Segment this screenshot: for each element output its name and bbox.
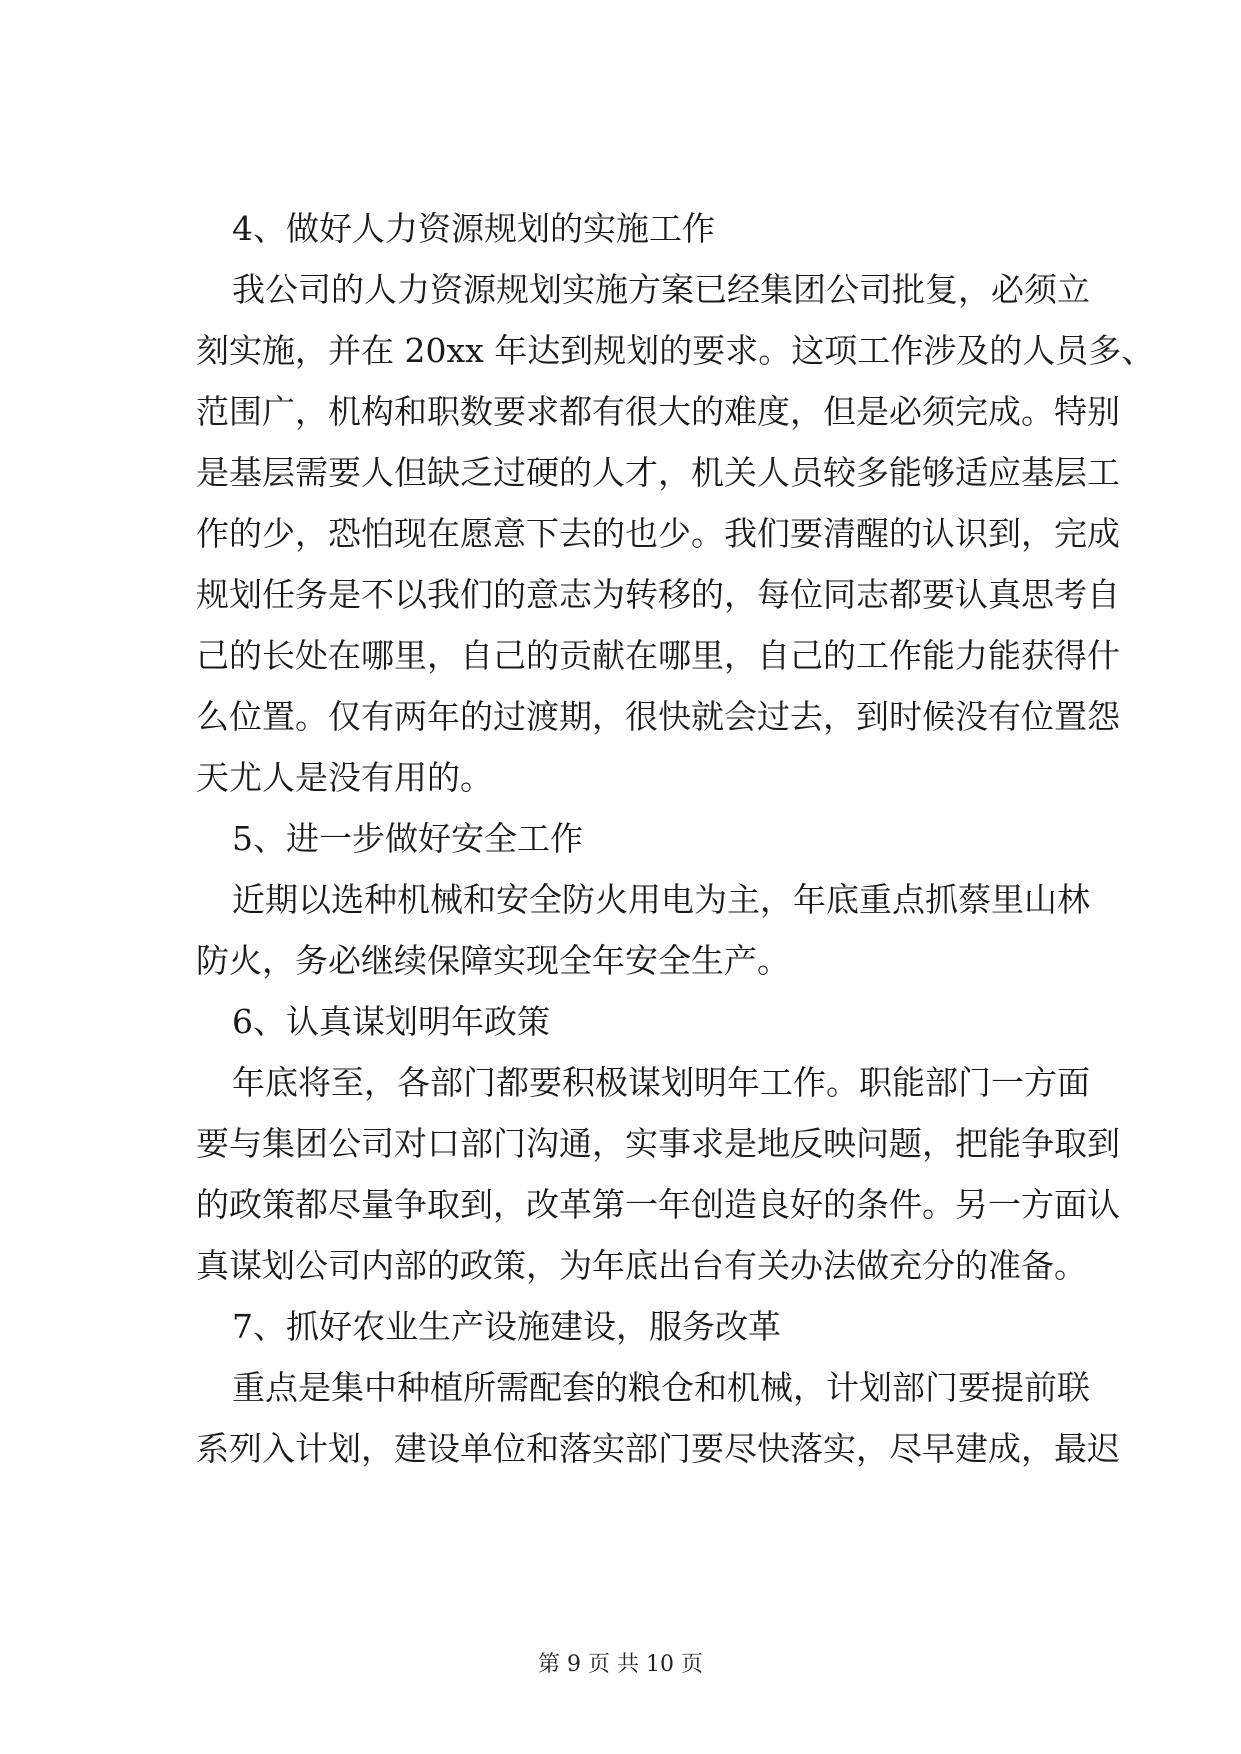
section-heading: 4、做好人力资源规划的实施工作 — [232, 209, 715, 248]
section-heading: 5、进一步做好安全工作 — [232, 819, 583, 858]
paragraph-line: 作的少，恐怕现在愿意下去的也少。我们要清醒的认识到，完成 — [196, 514, 1120, 553]
paragraph-line: 刻实施，并在 20xx 年达到规划的要求。这项工作涉及的人员多、 — [196, 331, 1155, 370]
paragraph-line: 防火，务必继续保障实现全年安全生产。 — [196, 941, 790, 980]
paragraph-line: 近期以选种机械和安全防火用电为主，年底重点抓蔡里山林 — [232, 880, 1090, 919]
paragraph-line: 重点是集中种植所需配套的粮仓和机械，计划部门要提前联 — [232, 1368, 1090, 1407]
paragraph-line: 系列入计划，建设单位和落实部门要尽快落实，尽早建成，最迟 — [196, 1429, 1120, 1468]
section-heading: 7、抓好农业生产设施建设，服务改革 — [232, 1307, 781, 1346]
paragraph-line: 规划任务是不以我们的意志为转移的，每位同志都要认真思考自 — [196, 575, 1120, 614]
section-heading: 6、认真谋划明年政策 — [232, 1002, 550, 1041]
paragraph-line: 真谋划公司内部的政策，为年底出台有关办法做充分的准备。 — [196, 1246, 1087, 1285]
page-number-footer: 第 9 页 共 10 页 — [538, 1652, 703, 1677]
paragraph-line: 的政策都尽量争取到，改革第一年创造良好的条件。另一方面认 — [196, 1185, 1120, 1224]
paragraph-line: 年底将至，各部门都要积极谋划明年工作。职能部门一方面 — [232, 1063, 1090, 1102]
paragraph-line: 己的长处在哪里，自己的贡献在哪里，自己的工作能力能获得什 — [196, 636, 1120, 675]
paragraph-line: 我公司的人力资源规划实施方案已经集团公司批复，必须立 — [232, 270, 1090, 309]
paragraph-line: 么位置。仅有两年的过渡期，很快就会过去，到时候没有位置怨 — [196, 697, 1120, 736]
paragraph-line: 范围广，机构和职数要求都有很大的难度，但是必须完成。特别 — [196, 392, 1120, 431]
paragraph-line: 要与集团公司对口部门沟通，实事求是地反映问题，把能争取到 — [196, 1124, 1120, 1163]
paragraph-line: 天尤人是没有用的。 — [196, 758, 493, 797]
paragraph-line: 是基层需要人但缺乏过硬的人才，机关人员较多能够适应基层工 — [196, 453, 1120, 492]
